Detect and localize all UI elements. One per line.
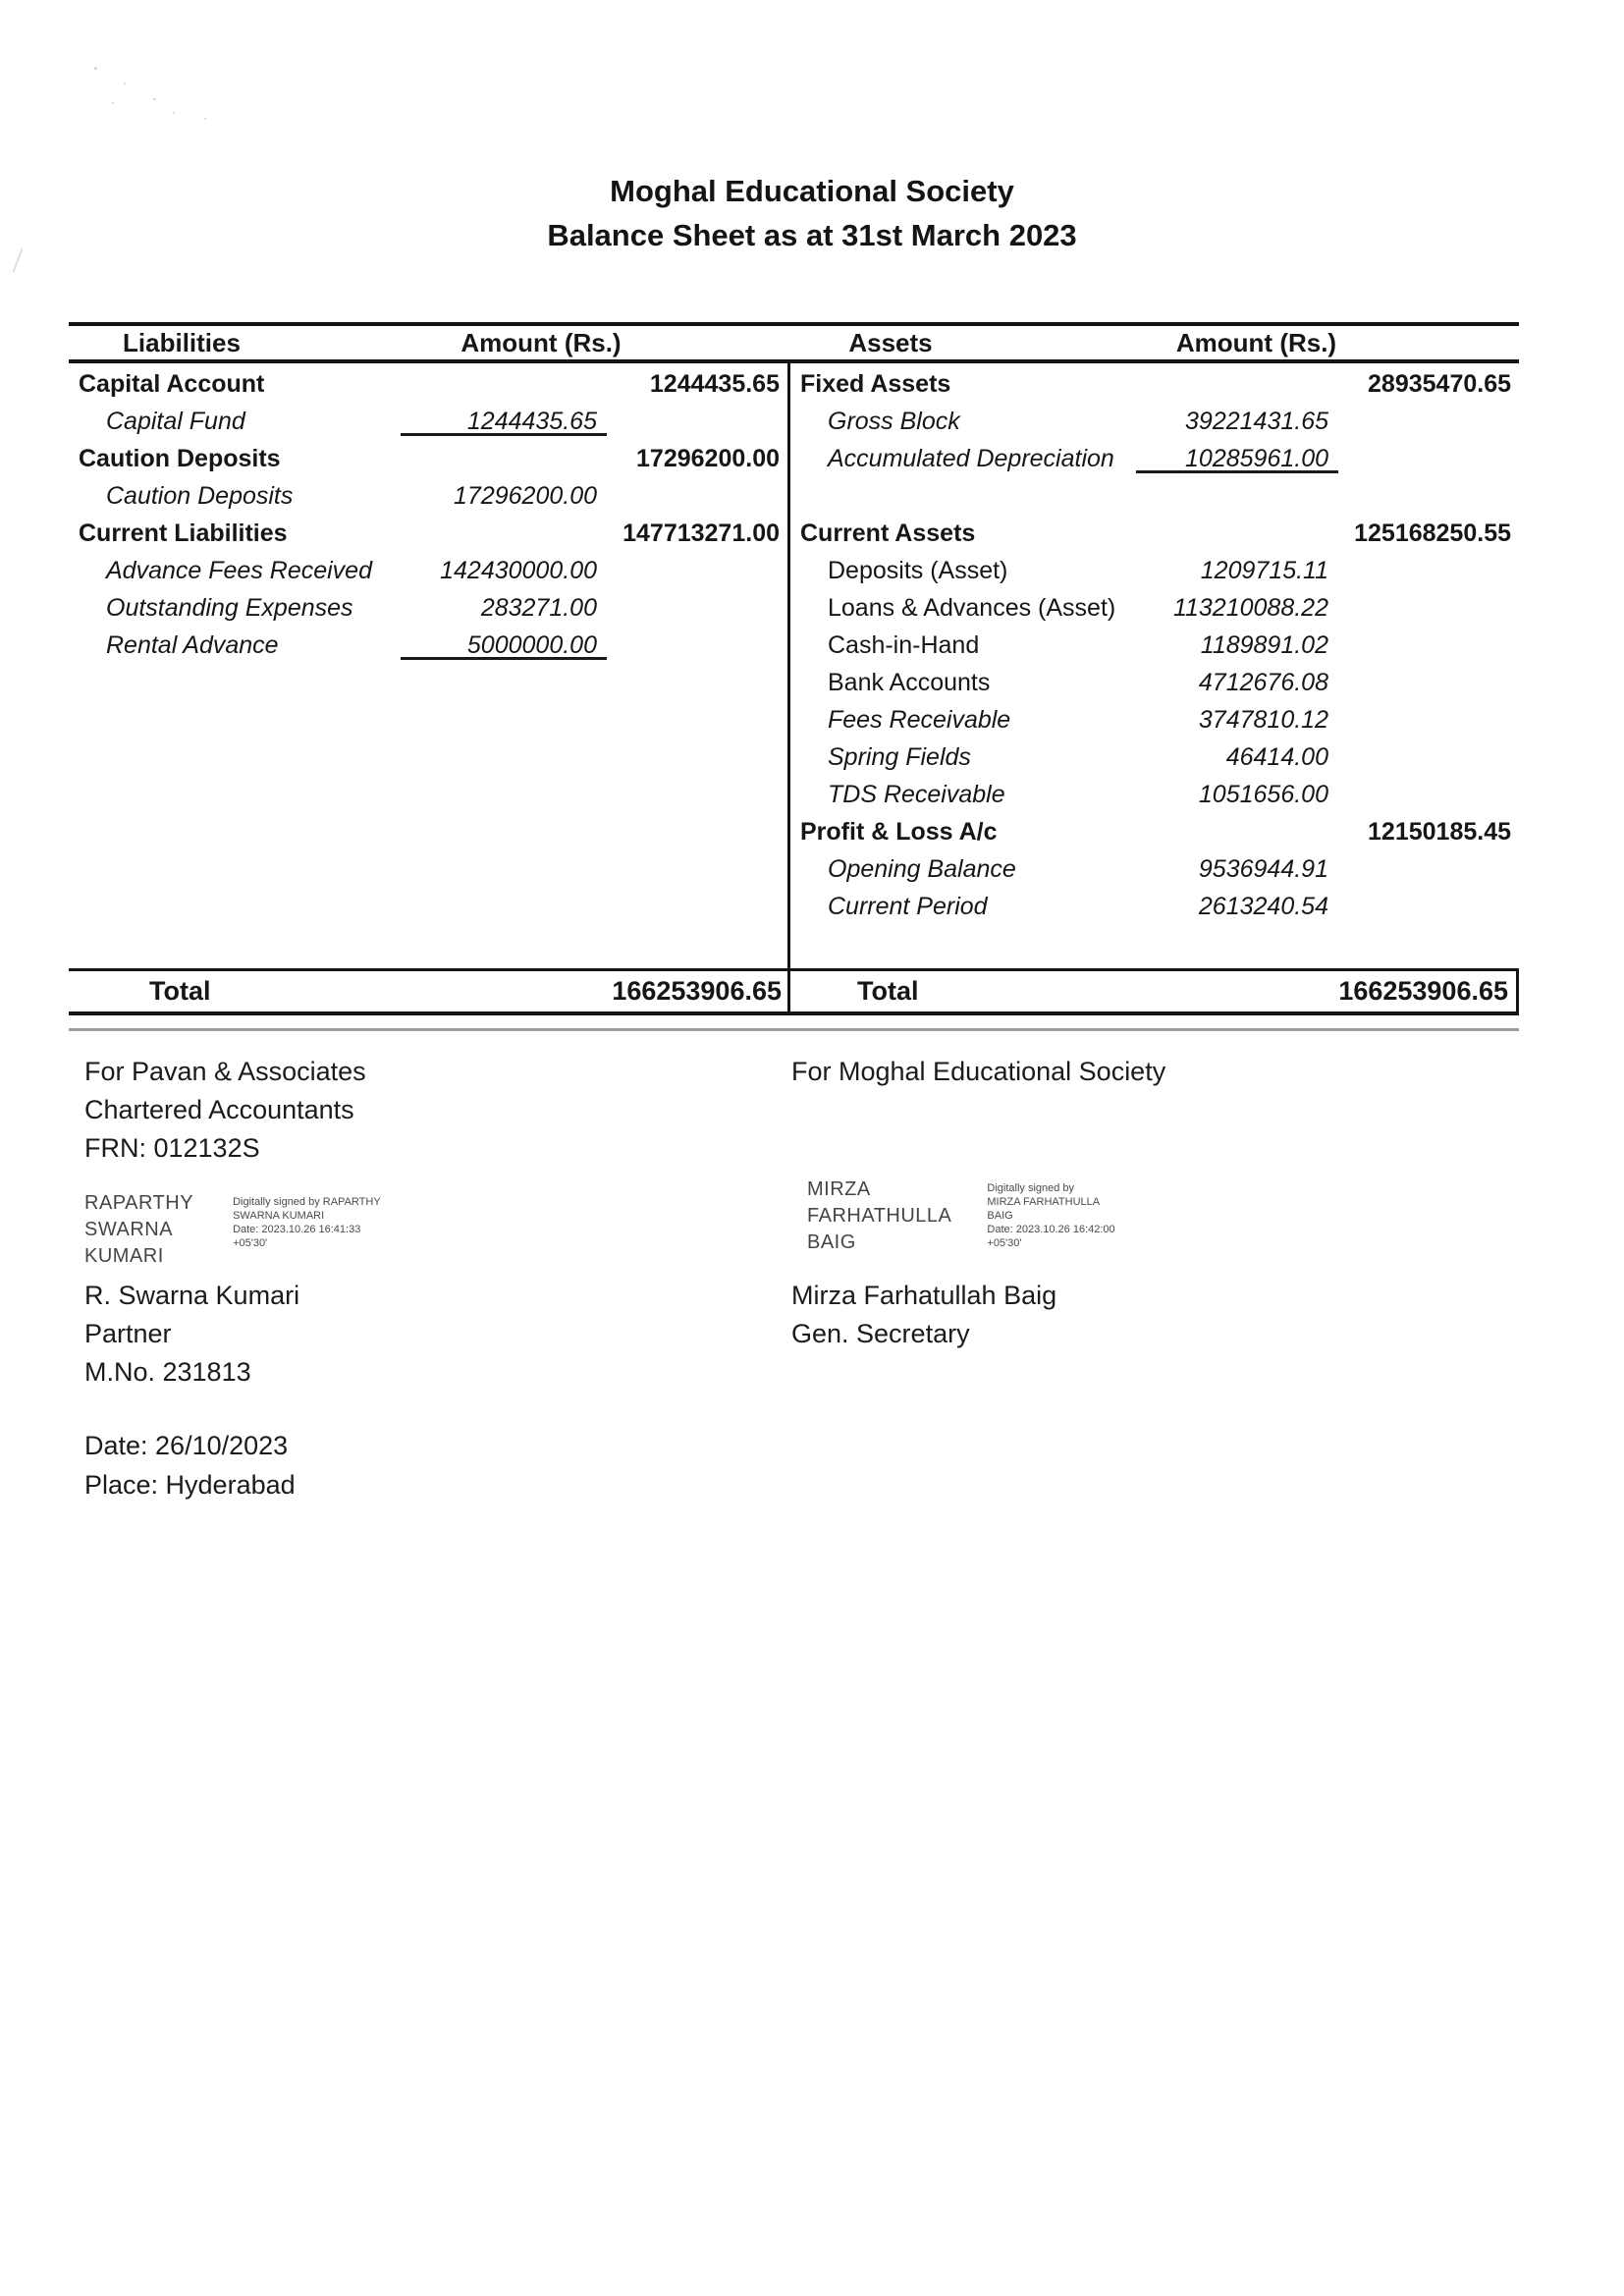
header-amount-left: Amount (Rs.) [460,327,622,357]
table-body [69,363,1519,968]
row-label: Advance Fees Received [106,556,372,584]
digital-signature-line: Date: 2023.10.26 16:42:00 [987,1224,1115,1235]
signature-date: Date: 26/10/2023 [84,1431,289,1460]
row-label: Fixed Assets [800,369,951,398]
org-name: Moghal Educational Society [610,174,1014,208]
digital-signature-line: RAPARTHY [84,1192,194,1214]
liability-row [69,850,787,888]
digital-signature-line: +05'30' [233,1237,268,1249]
digital-signature-line: Date: 2023.10.26 16:41:33 [233,1224,361,1235]
liability-row [69,664,787,701]
document-title [0,169,1624,257]
row-inner-amount: 5000000.00 [373,631,599,660]
digital-signature-line: Digitally signed by [987,1182,1075,1194]
total-right [787,971,1519,1011]
row-outer-amount: 125168250.55 [1354,519,1511,547]
table-bottom-rule [69,1028,1519,1031]
asset-row [790,440,1519,477]
row-label: Loans & Advances (Asset) [828,593,1116,622]
asset-row [790,552,1519,589]
row-inner-amount: 1189891.02 [1200,630,1328,659]
row-label: Gross Block [828,407,960,435]
asset-row [790,776,1519,813]
row-inner-amount: 9536944.91 [1198,854,1328,883]
asset-row [790,589,1519,627]
row-label: Fees Receivable [828,705,1011,734]
liability-row [69,888,787,925]
table-header-row [69,322,1519,363]
row-label: Bank Accounts [828,668,991,696]
digital-signature-line: FARHATHULLA [807,1205,952,1227]
row-inner-amount: 142430000.00 [440,556,597,584]
digital-signature-line: Digitally signed by RAPARTHY [233,1196,381,1208]
digital-signature-line: MIRZA [807,1178,871,1200]
asset-row [790,477,1519,515]
row-label: Cash-in-Hand [828,630,980,659]
auditor-for-line: For Pavan & Associates [84,1057,366,1086]
liability-row [69,403,787,440]
row-label: Profit & Loss A/c [800,817,998,846]
row-label: Current Period [828,892,988,920]
row-inner-amount: 2613240.54 [1198,892,1328,920]
row-label: Opening Balance [828,854,1016,883]
liability-row [69,552,787,589]
row-outer-amount: 17296200.00 [636,444,780,472]
liability-row [69,627,787,664]
row-label: Rental Advance [106,630,279,659]
liability-row [69,589,787,627]
digital-signature-society [807,1176,1115,1256]
digital-signature-line: MIRZA FARHATHULLA [987,1196,1101,1208]
row-inner-amount: 1209715.11 [1200,556,1328,584]
signature-place: Place: Hyderabad [84,1470,296,1500]
row-label: Current Liabilities [79,519,288,547]
asset-row [790,664,1519,701]
liability-row [69,515,787,552]
digital-signature-line: +05'30' [987,1237,1022,1249]
digital-signature-auditor [84,1190,381,1270]
asset-row [790,403,1519,440]
row-label: Accumulated Depreciation [828,444,1114,472]
asset-row [790,627,1519,664]
liability-row [69,440,787,477]
liability-row [69,477,787,515]
row-inner-amount: 4712676.08 [1198,668,1328,696]
auditor-block-header [84,1053,366,1168]
auditor-name: R. Swarna Kumari [84,1281,300,1310]
balance-sheet-table [69,322,1519,1031]
total-left-label: Total [149,976,211,1006]
row-label: Caution Deposits [79,444,281,472]
liability-row [69,813,787,850]
header-amount-right: Amount (Rs.) [1175,327,1337,357]
liabilities-column [69,363,787,968]
liability-row [69,365,787,403]
asset-row [790,515,1519,552]
row-label: Current Assets [800,519,976,547]
digital-signature-line: BAIG [987,1210,1013,1222]
digital-signature-line: KUMARI [84,1245,164,1267]
auditor-firm-role: Chartered Accountants [84,1095,354,1124]
row-label: Spring Fields [828,742,971,771]
digital-signature-auditor-name [84,1190,193,1270]
row-inner-amount: 113210088.22 [1172,593,1328,622]
society-name: Mirza Farhatullah Baig [791,1281,1057,1310]
digital-signature-auditor-meta [233,1190,381,1270]
society-for-line: For Moghal Educational Society [791,1057,1166,1086]
auditor-role: Partner [84,1319,172,1348]
row-inner-amount: 1244435.65 [373,408,599,436]
date-place-block [84,1426,296,1504]
row-inner-amount: 3747810.12 [1198,705,1328,734]
row-inner-amount: 283271.00 [480,593,597,622]
liability-row [69,738,787,776]
row-label: Capital Fund [106,407,245,435]
society-signatory [791,1277,1056,1353]
digital-signature-society-name [807,1176,951,1256]
liability-row [69,776,787,813]
sheet-subtitle: Balance Sheet as at 31st March 2023 [547,218,1077,252]
digital-signature-line: SWARNA [84,1219,174,1240]
assets-column [787,363,1519,968]
digital-signature-line: SWARNA KUMARI [233,1210,325,1222]
row-label: Caution Deposits [106,481,294,510]
row-inner-amount: 1051656.00 [1198,780,1328,808]
total-right-amount: 166253906.65 [1338,976,1508,1006]
asset-row [790,813,1519,850]
row-outer-amount: 1244435.65 [649,369,780,398]
row-inner-amount: 10285961.00 [1109,445,1330,473]
row-label: TDS Receivable [828,780,1005,808]
row-inner-amount: 17296200.00 [454,481,597,510]
society-role: Gen. Secretary [791,1319,970,1348]
asset-row [790,701,1519,738]
asset-row [790,738,1519,776]
society-block-header [791,1053,1165,1091]
total-left [69,971,787,1011]
row-outer-amount: 12150185.45 [1368,817,1511,846]
row-label: Capital Account [79,369,265,398]
auditor-signatory [84,1277,299,1392]
liability-row [69,701,787,738]
row-inner-amount: 46414.00 [1225,742,1328,771]
auditor-frn: FRN: 012132S [84,1133,260,1163]
digital-signature-society-meta [987,1176,1114,1256]
header-liabilities: Liabilities [123,327,241,357]
digital-signature-line: BAIG [807,1231,856,1253]
header-assets: Assets [848,327,933,357]
asset-row [790,888,1519,925]
row-outer-amount: 147713271.00 [623,519,780,547]
row-outer-amount: 28935470.65 [1368,369,1511,398]
total-left-amount: 166253906.65 [612,976,782,1006]
asset-row [790,850,1519,888]
row-label: Deposits (Asset) [828,556,1008,584]
row-inner-amount: 39221431.65 [1185,407,1328,435]
row-label: Outstanding Expenses [106,593,353,622]
asset-row [790,365,1519,403]
total-row [69,968,1519,1015]
total-right-label: Total [857,976,919,1006]
auditor-membership: M.No. 231813 [84,1357,251,1387]
